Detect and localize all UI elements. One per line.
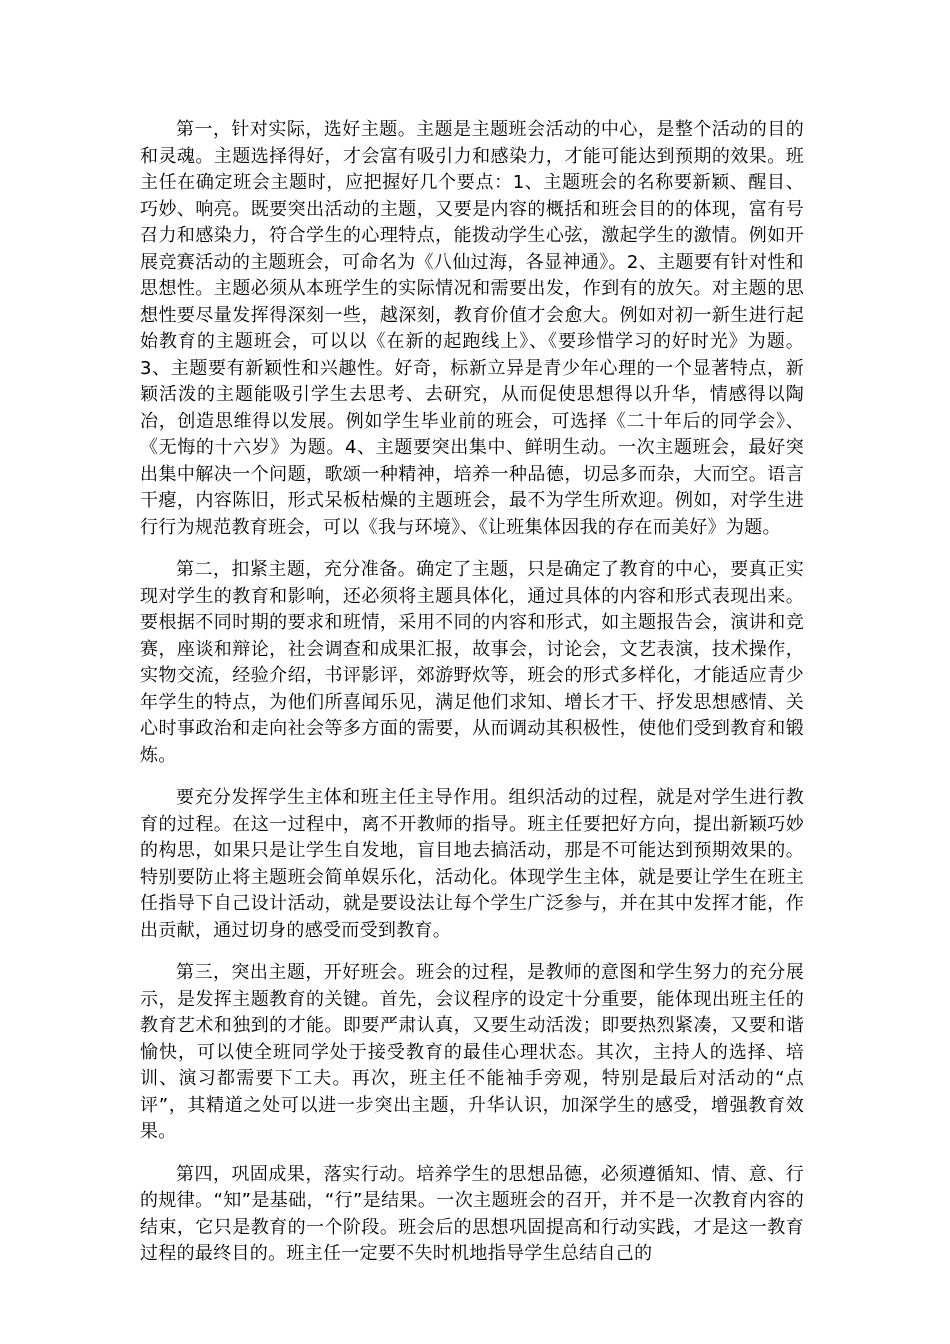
paragraph-5: 第四，巩固成果，落实行动。培养学生的思想品德，必须遵循知、情、意、行的规律。“知”是基础，“行”是结果。一次主题班会的召开，并不是一次教育内容的结束，它只是教育的一个阶段。班会后的思想巩固提高和行动实践，才是这一教育过程的最终目的。班主任一定要不失时机地指导学生总结自己的 bbox=[140, 1163, 804, 1264]
paragraph-3: 要充分发挥学生主体和班主任主导作用。组织活动的过程，就是对学生进行教育的过程。在这一过程中，离不开教师的指导。班主任要把好方向，提出新颖巧妙的构思，如果只是让学生自发地，盲目地去搞活动，那是不可能达到预期效果的。特别要防止将主题班会简单娱乐化，活动化。体现学生主体，就是要让学生在班主任指导下自己设计活动，就是要设法让每个学生广泛参与，并在其中发挥才能，作出贡献，通过切身的感受而受到教育。 bbox=[140, 787, 804, 941]
paragraph-2: 第二，扣紧主题，充分准备。确定了主题，只是确定了教育的中心，要真正实现对学生的教育和影响，还必须将主题具体化，通过具体的内容和形式表现出来。要根据不同时期的要求和班情，采用不同的内容和形式，如主题报告会，演讲和竞赛，座谈和辩论，社会调查和成果汇报，故事会，讨论会，文艺表演，技术操作，实物交流，经验介绍，书评影评，郊游野炊等，班会的形式多样化，才能适应青少年学生的特点，为他们所喜闻乐见，满足他们求知、增长才干、抒发思想感情、关心时事政治和走向社会等多方面的需要，从而调动其积极性，使他们受到教育和锻炼。 bbox=[140, 559, 804, 766]
paragraph-4: 第三，突出主题，开好班会。班会的过程，是教师的意图和学生努力的充分展示，是发挥主题教育的关键。首先，会议程序的设定十分重要，能体现出班主任的教育艺术和独到的才能。即要严肃认真，又要生动活泼；即要热烈紧凑，又要和谐愉快，可以使全班同学处于接受教育的最佳心理状态。其次，主持人的选择、培训、演习都需要下工夫。再次，班主任不能袖手旁观，特别是最后对活动的“点评”，其精道之处可以进一步突出主题，升华认识，加深学生的感受，增强教育效果。 bbox=[140, 962, 804, 1142]
paragraph-1: 第一，针对实际，选好主题。主题是主题班会活动的中心，是整个活动的目的和灵魂。主题选择得好，才会富有吸引力和感染力，才能可能达到预期的效果。班主任在确定班会主题时，应把握好几个要点：1、主题班会的名称要新颖、醒目、巧妙、响亮。既要突出活动的主题，又要是内容的概括和班会目的的体现，富有号召力和感染力，符合学生的心理特点，能拨动学生心弦，激起学生的激情。例如开展竞赛活动的主题班会，可命名为《八仙过海，各显神通》。2、主题要有针对性和思想性。主题必须从本班学生的实际情况和需要出发，作到有的放矢。对主题的思想性要尽量发挥得深刻一些，越深刻，教育价值才会愈大。例如对初一新生进行起始教育的主题班会，可以以《在新的起跑线上》、《要珍惜学习的好时光》为题。3、主题要有新颖性和兴趣性。好奇，标新立异是青少年心理的一个显著特点，新颖活泼的主题能吸引学生去思考、去研究，从而促使思想得以升华，情感得以陶冶，创造思维得以发展。例如学生毕业前的班会，可选择《二十年后的同学会》、《无悔的十六岁》为题。4、主题要突出集中、鲜明生动。一次主题班会，最好突出集中解决一个问题，歌颂一种精神，培养一种品德，切忌多而杂，大而空。语言干瘪，内容陈旧，形式呆板枯燥的主题班会，最不为学生所欢迎。例如，对学生进行行为规范教育班会，可以《我与环境》、《让班集体因我的存在而美好》为题。 bbox=[140, 119, 804, 538]
document-body bbox=[140, 117, 804, 1284]
